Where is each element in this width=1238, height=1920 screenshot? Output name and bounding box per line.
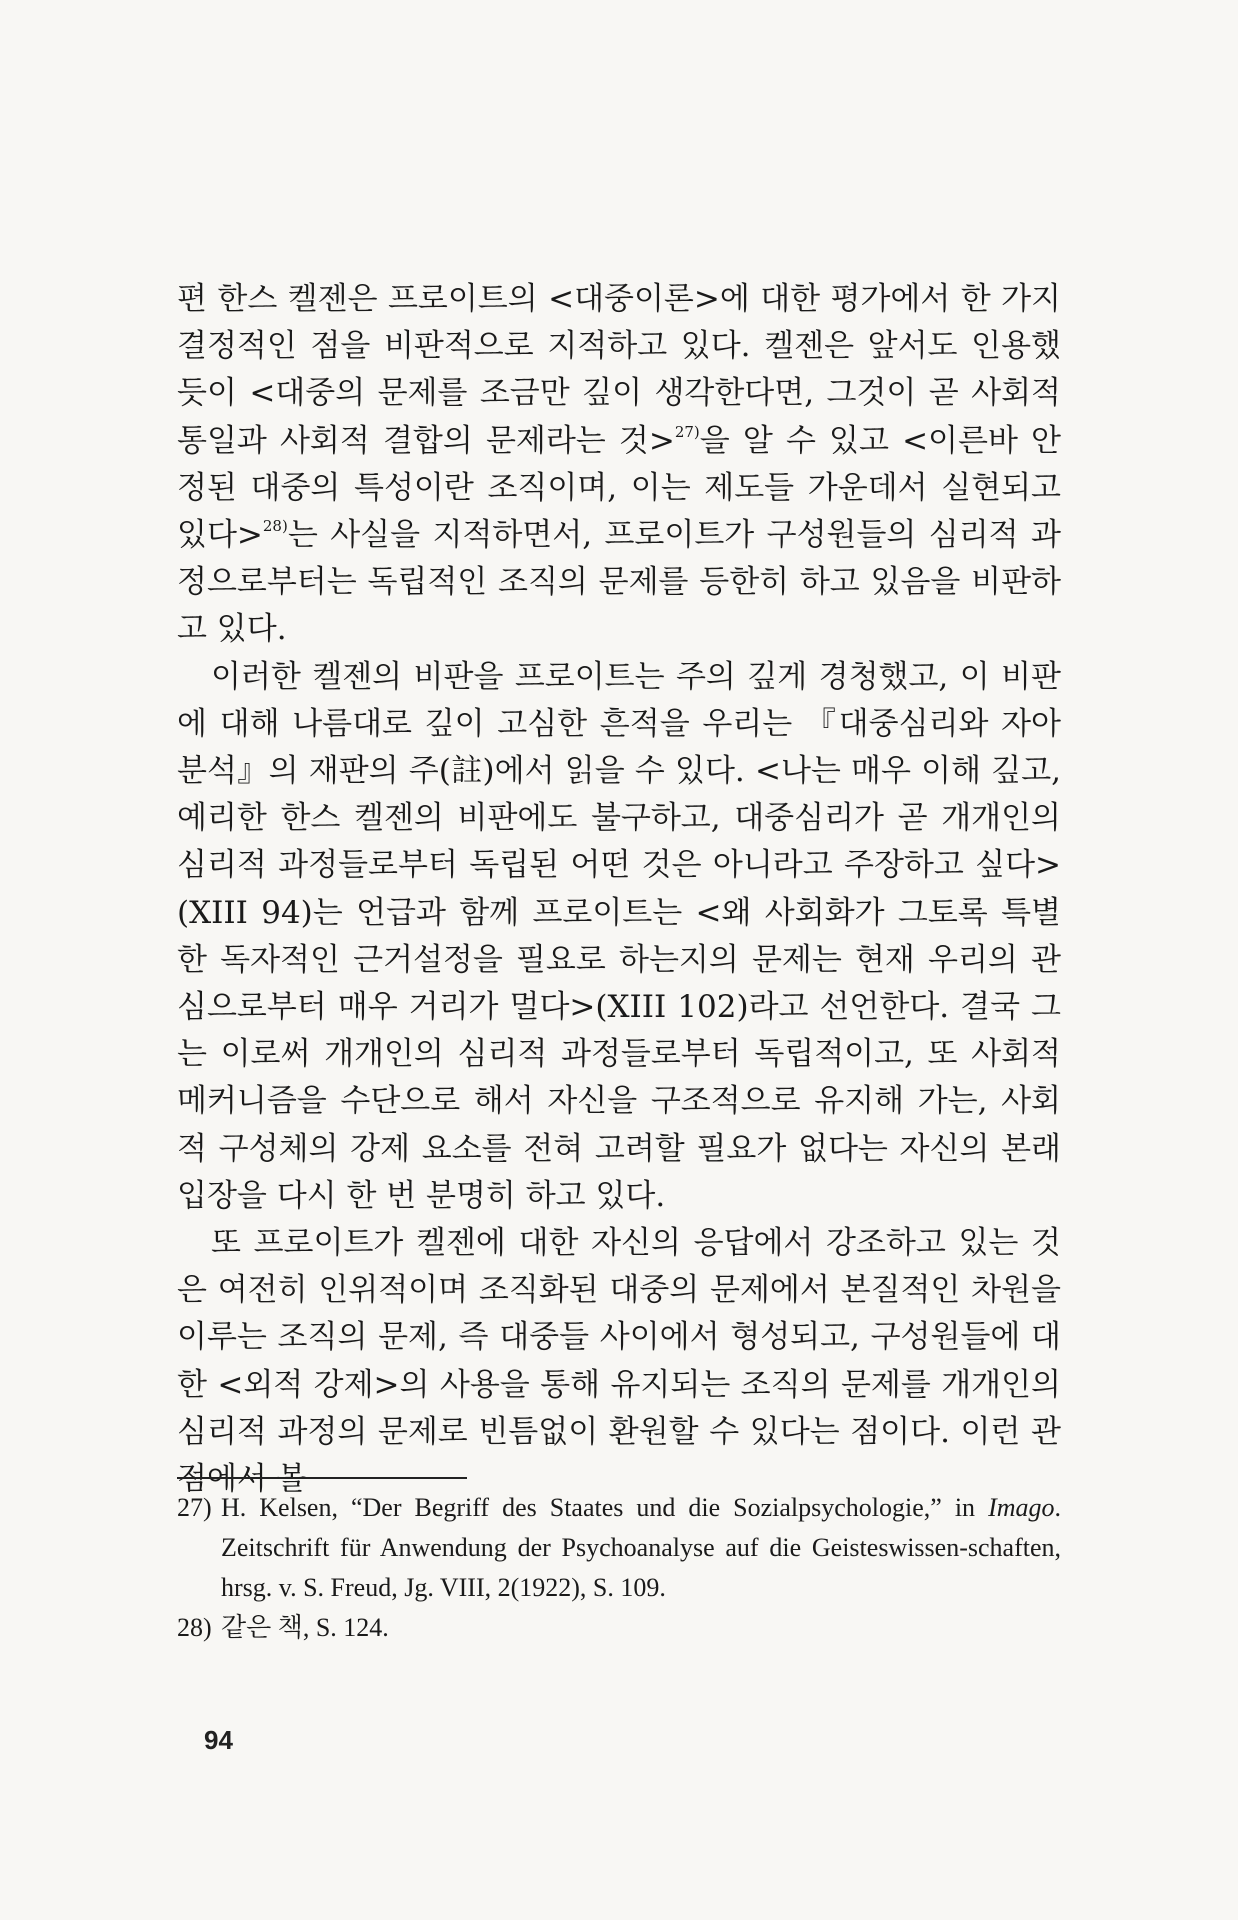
footnote-number: 28)	[177, 1613, 212, 1642]
footnote-text: H. Kelsen, “Der Begriff des Staates und die Sozialpsychologie,” in	[221, 1493, 989, 1522]
paragraph-2	[177, 654, 1061, 1220]
footnote-ref-27: 27)	[674, 422, 700, 441]
footnote-text: 같은 책, S. 124.	[221, 1613, 389, 1642]
text-segment: 이러한 켈젠의 비판을 프로이트는 주의 깊게 경청했고, 이 비판에 대해 나름대로 깊이 고심한 흔적을 우리는 『대중심리와 자아분석』의 재판의 주(註)에서 읽을 수 있다. <나는 매우 이해 깊고, 예리한 한스 켈젠의 비판에도 불구하고, 대중심리가 곧 개개인의 심리적 과정들로부터 독립된 어떤 것은 아니라고 주장하고 싶다>(XIII 94)는 언급과 함께 프로이트는 <왜 사회화가 그토록 특별한 독자적인 근거설정을 필요로 하는지의 문제는 현재 우리의 관심으로부터 매우 거리가 멀다>(XIII 102)라고 선언한다. 결국 그는 이로써 개개인의 심리적 과정들로부터 독립적이고, 또 사회적 메커니즘을 수단으로 해서 자신을 구조적으로 유지해 가는, 사회적 구성체의 강제 요소를 전혀 고려할 필요가 없다는 자신의 본래 입장을 다시 한 번 분명히 하고 있다.	[177, 658, 1061, 1214]
footnote-text: . Zeitschrift für Anwendung der Psychoanalyse auf die Geisteswissen-schaften, hrsg. v. S. Freud, Jg. VIII, 2(1922), S. 109.	[221, 1493, 1061, 1602]
paragraph-1	[177, 276, 1061, 654]
text-segment: 편 한스 켈젠은 프로이트의 <대중이론>에 대한 평가에서 한 가지 결정적인 점을 비판적으로 지적하고 있다. 켈젠은 앞서도 인용했듯이 <대중의 문제를 조금만 깊이 생각한다면, 그것이 곧 사회적 통일과 사회적 결합의 문제라는 것>	[177, 281, 1061, 459]
text-segment: 는 사실을 지적하면서, 프로이트가 구성원들의 심리적 과정으로부터는 독립적인 조직의 문제를 등한히 하고 있음을 비판하고 있다.	[177, 517, 1061, 648]
page-number: 94	[204, 1725, 233, 1755]
footnotes	[177, 1488, 1061, 1648]
footnote-ref-28: 28)	[262, 517, 288, 536]
footnote-journal-title: Imago	[988, 1493, 1055, 1522]
body-text	[177, 276, 1061, 1503]
footnote-separator	[177, 1477, 467, 1479]
paragraph-3	[177, 1220, 1061, 1503]
footnote-number: 27)	[177, 1493, 212, 1522]
text-segment: 을 알 수 있고 <이른바 안정된 대중의 특성이란 조직이며, 이는 제도들 가운데서 실현되고 있다>	[177, 422, 1061, 554]
footnote-27	[177, 1488, 1061, 1608]
footnote-28	[177, 1608, 1061, 1648]
text-segment: 또 프로이트가 켈젠에 대한 자신의 응답에서 강조하고 있는 것은 여전히 인위적이며 조직화된 대중의 문제에서 본질적인 차원을 이루는 조직의 문제, 즉 대중들 사이에서 형성되고, 구성원들에 대한 <외적 강제>의 사용을 통해 유지되는 조직의 문제를 개개인의 심리적 과정의 문제로 빈틈없이 환원할 수 있다는 점이다. 이런 관점에서 볼	[177, 1225, 1061, 1498]
